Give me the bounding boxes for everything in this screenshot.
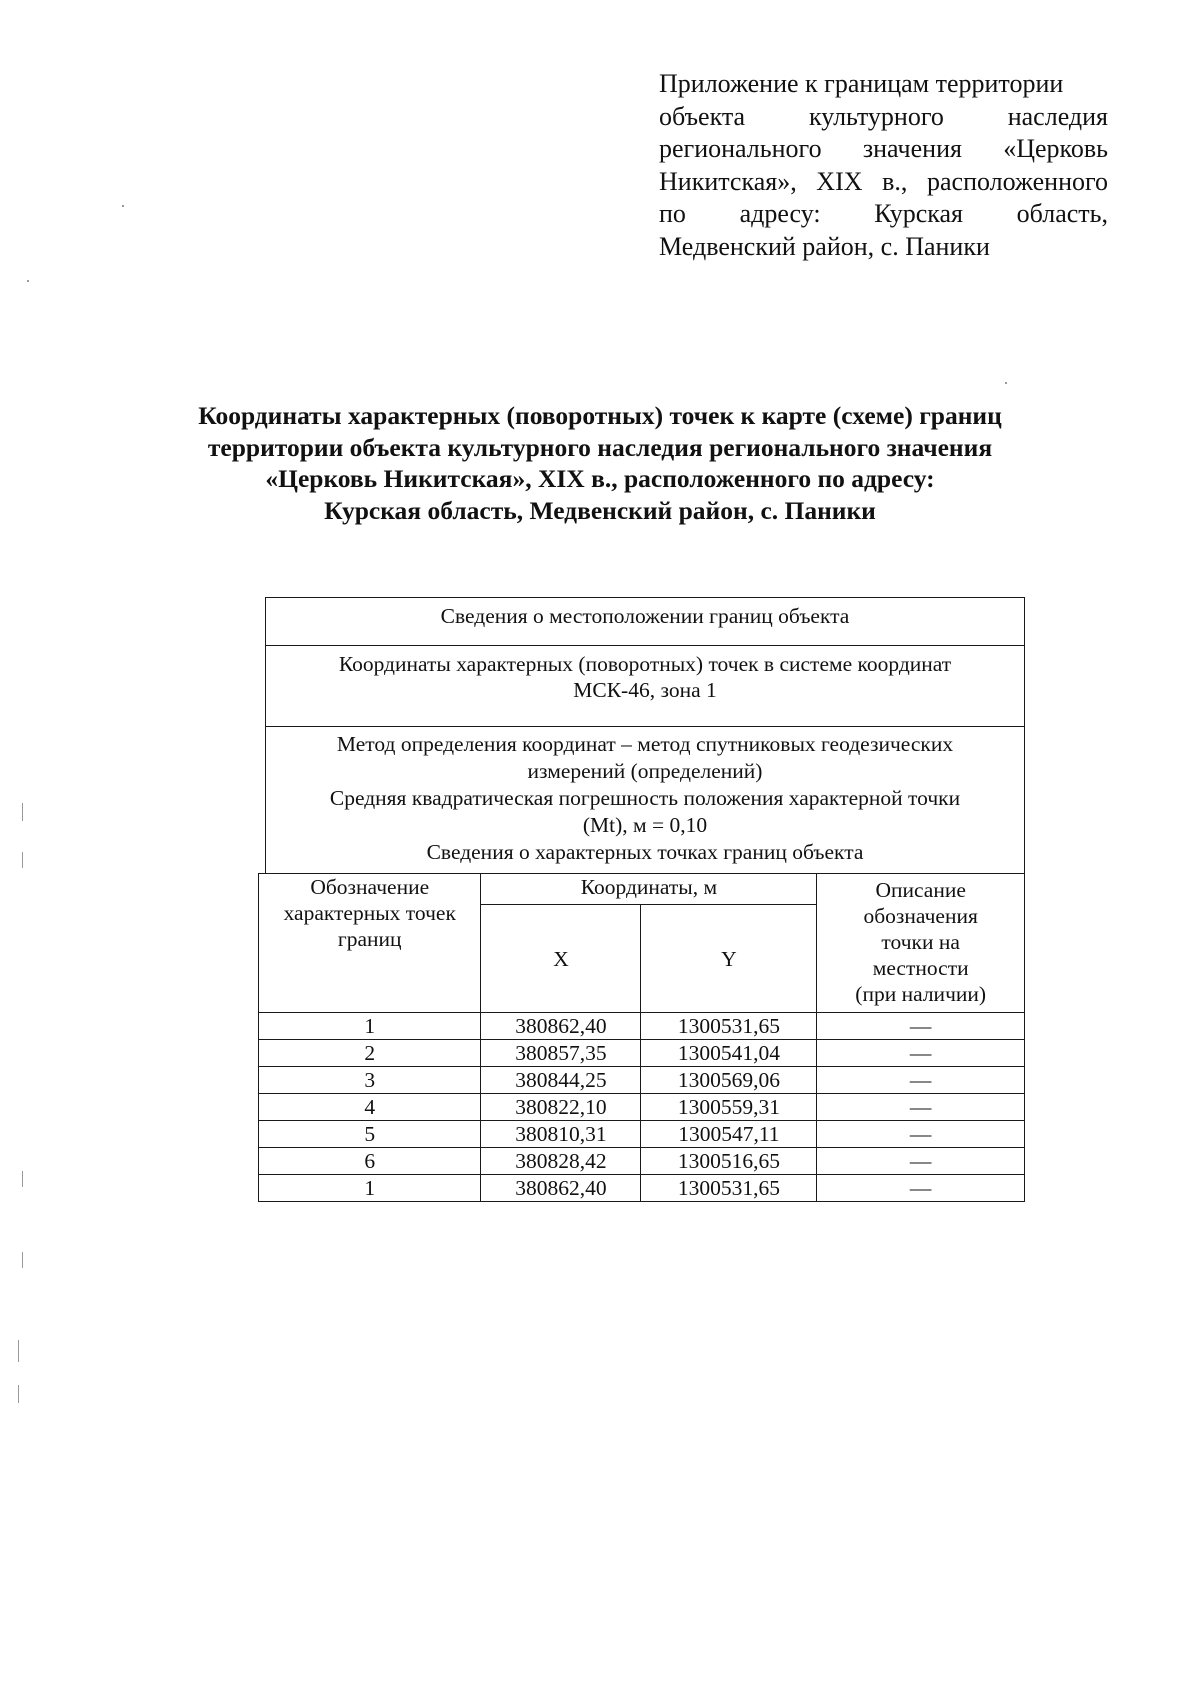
- method-line-2: измерений (определений): [527, 759, 763, 783]
- annex-line-3: регионального значения «Церковь: [659, 134, 1108, 163]
- description-cell: —: [817, 1094, 1025, 1121]
- scan-speck: [22, 803, 23, 821]
- table-row: [259, 1148, 1025, 1175]
- designation-header-line-1: Обозначение: [310, 875, 430, 899]
- table-row: [259, 1013, 1025, 1040]
- y-cell: 1300531,65: [641, 1175, 817, 1202]
- coordinates-header: Координаты, м: [481, 874, 817, 905]
- table-body: [259, 1013, 1025, 1202]
- description-cell: —: [817, 1040, 1025, 1067]
- point-cell: 2: [259, 1040, 481, 1067]
- description-cell: —: [817, 1013, 1025, 1040]
- point-cell: 6: [259, 1148, 481, 1175]
- scan-speck: [1005, 382, 1007, 384]
- x-cell: 380862,40: [481, 1175, 641, 1202]
- scan-speck: [18, 1340, 19, 1362]
- table-row: [259, 1121, 1025, 1148]
- point-cell: 5: [259, 1121, 481, 1148]
- point-cell: 1: [259, 1175, 481, 1202]
- y-cell: 1300559,31: [641, 1094, 817, 1121]
- table-row: [259, 1094, 1025, 1121]
- scan-speck: [122, 205, 124, 207]
- description-cell: —: [817, 1148, 1025, 1175]
- table-header-row: [259, 874, 1025, 905]
- annex-line-2: объекта культурного наследия: [659, 101, 1108, 131]
- description-header-line-1: Описание: [875, 878, 966, 902]
- scan-speck: [22, 1252, 23, 1268]
- description-header-line-2: обозначения: [863, 904, 978, 928]
- boundary-points-table: [258, 873, 1025, 1202]
- title-line-2: территории объекта культурного наследия регионального значения: [207, 432, 993, 462]
- x-cell: 380810,31: [481, 1121, 641, 1148]
- description-cell: —: [817, 1067, 1025, 1094]
- description-cell: —: [817, 1175, 1025, 1202]
- title-line-1: Координаты характерных (поворотных) точек к карте (схеме) границ: [198, 401, 1002, 430]
- method-line-1: Метод определения координат – метод спутниковых геодезических: [336, 732, 954, 756]
- accuracy-line-2: (Mt), м = 0,10: [582, 813, 708, 837]
- description-header-line-3: точки на: [881, 930, 960, 954]
- description-cell: —: [817, 1121, 1025, 1148]
- scan-speck: [27, 280, 29, 282]
- y-cell: 1300531,65: [641, 1013, 817, 1040]
- method-section: [266, 727, 1024, 873]
- table-row: [259, 1175, 1025, 1202]
- scan-speck: [18, 1385, 19, 1403]
- designation-header: [259, 874, 481, 1013]
- coordinate-system-section: [266, 646, 1024, 727]
- x-cell: 380844,25: [481, 1067, 641, 1094]
- point-cell: 3: [259, 1067, 481, 1094]
- scan-speck: [22, 1171, 23, 1187]
- y-cell: 1300547,11: [641, 1121, 817, 1148]
- title-line-4: Курская область, Медвенский район, с. Паники: [324, 495, 876, 525]
- table-row: [259, 1040, 1025, 1067]
- point-cell: 4: [259, 1094, 481, 1121]
- y-header: Y: [641, 905, 817, 1013]
- x-cell: 380822,10: [481, 1094, 641, 1121]
- annex-line-1: Приложение к границам территории: [659, 69, 1064, 98]
- designation-header-line-3: границ: [337, 927, 402, 951]
- x-header: X: [481, 905, 641, 1013]
- annex-line-5: по адресу: Курская область,: [659, 199, 1108, 228]
- y-cell: 1300541,04: [641, 1040, 817, 1067]
- description-header-line-5: (при наличии): [855, 982, 987, 1006]
- annex-note: [659, 68, 1108, 263]
- description-header: [817, 874, 1025, 1013]
- y-cell: 1300569,06: [641, 1067, 817, 1094]
- x-cell: 380857,35: [481, 1040, 641, 1067]
- document-title: [150, 400, 1050, 526]
- location-heading: Сведения о местоположении границ объекта: [440, 604, 850, 628]
- table-row: [259, 1067, 1025, 1094]
- title-line-3: «Церковь Никитская», XIX в., расположенного по адресу:: [265, 464, 935, 493]
- coordinate-system-line-1: Координаты характерных (поворотных) точек в системе координат: [338, 652, 952, 676]
- accuracy-line-1: Средняя квадратическая погрешность положения характерной точки: [329, 786, 961, 810]
- scan-speck: [22, 852, 23, 868]
- x-cell: 380862,40: [481, 1013, 641, 1040]
- annex-line-4: Никитская», XIX в., расположенного: [659, 166, 1108, 196]
- point-cell: 1: [259, 1013, 481, 1040]
- x-cell: 380828,42: [481, 1148, 641, 1175]
- annex-line-6: Медвенский район, с. Паники: [659, 231, 990, 261]
- y-cell: 1300516,65: [641, 1148, 817, 1175]
- description-header-line-4: местности: [872, 956, 969, 980]
- designation-header-line-2: характерных точек: [283, 901, 456, 925]
- points-heading: Сведения о характерных точках границ объекта: [426, 840, 864, 864]
- location-section: [266, 598, 1024, 646]
- boundary-info-box: [265, 597, 1025, 873]
- coordinate-system-line-2: МСК-46, зона 1: [573, 678, 717, 702]
